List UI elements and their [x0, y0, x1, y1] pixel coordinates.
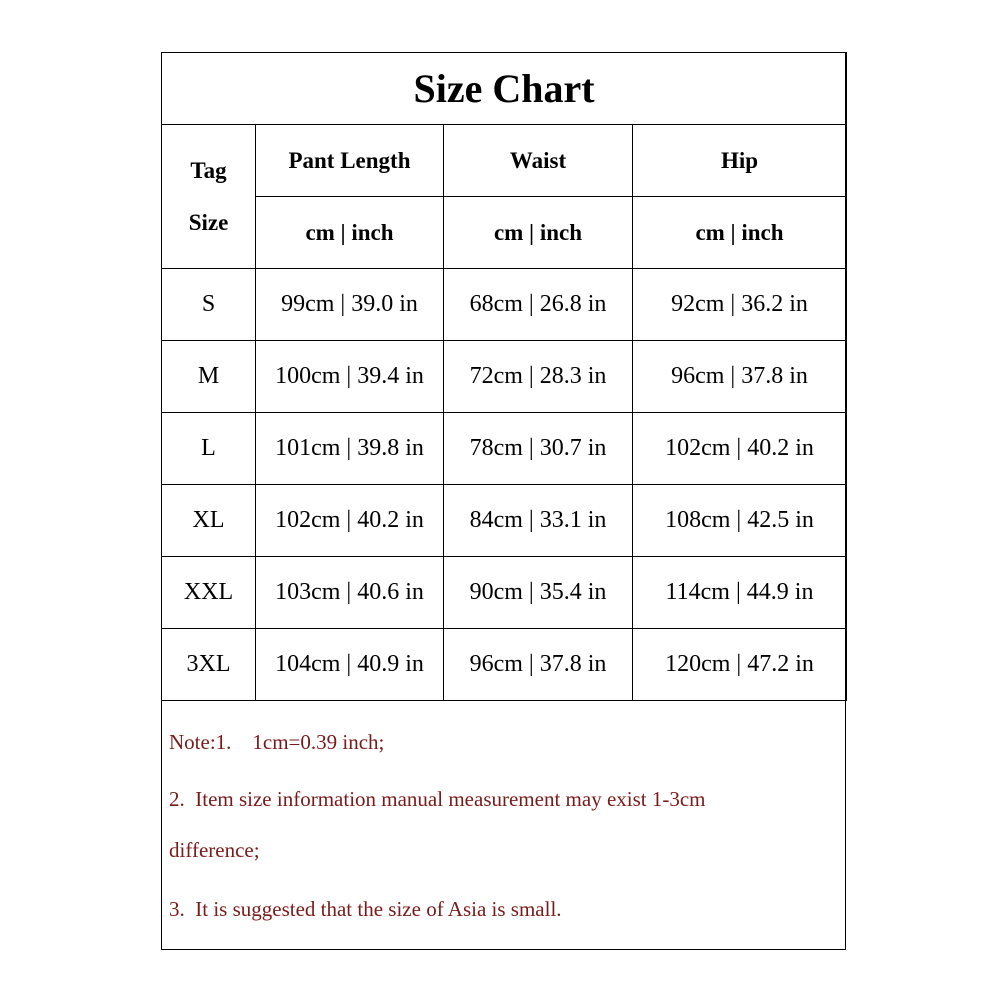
note-line-3: difference;	[169, 838, 260, 862]
waist-header: Waist	[444, 125, 633, 197]
waist-unit: cm | inch	[444, 197, 633, 269]
waist-cell: 96cm | 37.8 in	[444, 629, 633, 701]
waist-cell: 78cm | 30.7 in	[444, 413, 633, 485]
hip-cell: 114cm | 44.9 in	[633, 557, 847, 629]
size-cell: L	[162, 413, 256, 485]
size-cell: S	[162, 269, 256, 341]
pant-length-cell: 103cm | 40.6 in	[256, 557, 444, 629]
pant-length-unit: cm | inch	[256, 197, 444, 269]
hip-unit: cm | inch	[633, 197, 847, 269]
size-cell: XL	[162, 485, 256, 557]
size-cell: XXL	[162, 557, 256, 629]
waist-cell: 72cm | 28.3 in	[444, 341, 633, 413]
hip-cell: 120cm | 47.2 in	[633, 629, 847, 701]
waist-cell: 68cm | 26.8 in	[444, 269, 633, 341]
note-line-4: 3. It is suggested that the size of Asia is small.	[169, 897, 562, 921]
pant-length-cell: 101cm | 39.8 in	[256, 413, 444, 485]
note-line-2: 2. Item size information manual measurement may exist 1-3cm	[169, 787, 706, 811]
pant-length-header: Pant Length	[256, 125, 444, 197]
pant-length-cell: 100cm | 39.4 in	[256, 341, 444, 413]
tag-size-line1: Tag	[190, 157, 227, 183]
note-line-1: Note:1. 1cm=0.39 inch;	[169, 730, 385, 754]
pant-length-cell: 104cm | 40.9 in	[256, 629, 444, 701]
tag-size-line2: Size	[188, 209, 229, 235]
size-cell: 3XL	[162, 629, 256, 701]
size-cell: M	[162, 341, 256, 413]
hip-cell: 96cm | 37.8 in	[633, 341, 847, 413]
hip-cell: 102cm | 40.2 in	[633, 413, 847, 485]
waist-cell: 90cm | 35.4 in	[444, 557, 633, 629]
waist-cell: 84cm | 33.1 in	[444, 485, 633, 557]
chart-border	[161, 52, 846, 950]
pant-length-cell: 99cm | 39.0 in	[256, 269, 444, 341]
chart-title: Size Chart	[162, 53, 847, 125]
hip-cell: 108cm | 42.5 in	[633, 485, 847, 557]
pant-length-cell: 102cm | 40.2 in	[256, 485, 444, 557]
hip-header: Hip	[633, 125, 847, 197]
hip-cell: 92cm | 36.2 in	[633, 269, 847, 341]
